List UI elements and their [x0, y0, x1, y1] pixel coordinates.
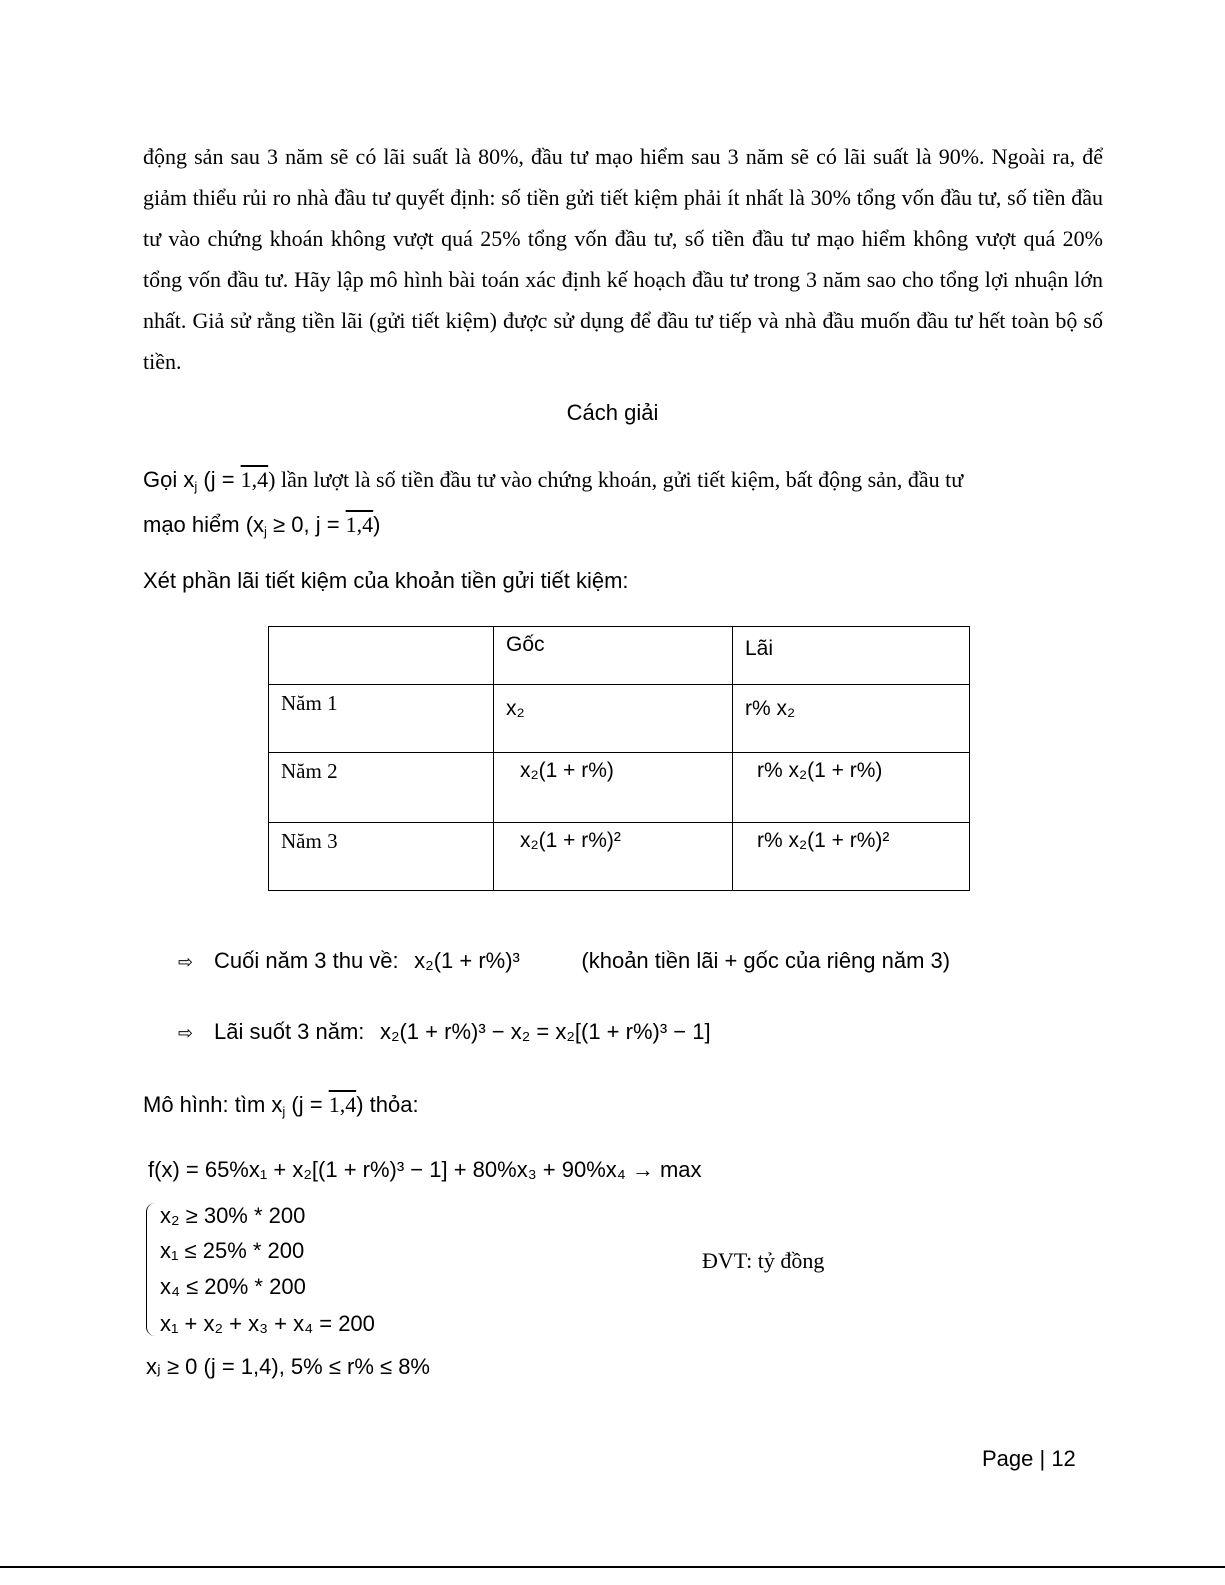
bullet-end-of-year-3: ⇨ Cuối năm 3 thu về: x₂(1 + r%)³ (khoản tiền lãi + gốc của riêng năm 3)	[178, 948, 951, 973]
arrow-right-icon: ⇨	[178, 952, 194, 973]
objective-function: f(x) = 65%x₁ + x₂[(1 + r%)³ − 1] + 80%x₃ + 90%x₄ → max	[148, 1157, 702, 1182]
table-cell-principal: x₂	[494, 685, 733, 753]
table-header-cell: Gốc	[494, 627, 733, 685]
table-header-cell: Lãi	[733, 627, 970, 685]
table-cell-year: Năm 1	[269, 685, 494, 753]
page-bottom-divider	[0, 1566, 1225, 1568]
table-header-cell	[269, 627, 494, 685]
section-heading: Cách giải	[566, 400, 659, 425]
constraint-total: x₁ + x₂ + x₃ + x₄ = 200	[160, 1311, 375, 1336]
table-cell-interest: r% x₂	[733, 685, 970, 753]
constraint-savings: x₂ ≥ 30% * 200	[160, 1203, 306, 1228]
constraint-stocks: x₁ ≤ 25% * 200	[160, 1238, 305, 1263]
model-intro: Mô hình: tìm $x_j$ (j = 1,4) thỏa:	[143, 1092, 419, 1119]
variables-line-2: mạo hiểm ($x_j \ge 0$, j = 1,4)	[143, 512, 381, 539]
nonnegativity-constraint: xⱼ ≥ 0 (j = 1,4), 5% ≤ r% ≤ 8%	[146, 1354, 430, 1379]
variables-line-1: Gọi $x_j$ (j = 1,4) lần lượt là số tiền đầu tư vào chứng khoán, gửi tiết kiệm, bất động sản, đầu tư	[143, 467, 964, 494]
table-row	[269, 685, 970, 753]
table-row	[269, 823, 970, 891]
table-cell-year: Năm 3	[269, 823, 494, 891]
constraint-venture: x₄ ≤ 20% * 200	[160, 1274, 306, 1299]
table-cell-year: Năm 2	[269, 753, 494, 823]
interest-table	[268, 626, 970, 891]
constraint-brace	[146, 1203, 155, 1336]
interest-intro: Xét phần lãi tiết kiệm của khoản tiền gửi tiết kiệm:	[143, 568, 629, 593]
arrow-right-icon: ⇨	[178, 1023, 194, 1044]
table-header-row	[269, 627, 970, 685]
table-cell-principal: x₂(1 + r%)²	[494, 823, 733, 891]
table-cell-interest: r% x₂(1 + r%)	[733, 753, 970, 823]
bullet-total-interest: ⇨ Lãi suốt 3 năm: x₂(1 + r%)³ − x₂ = x₂[(1 + r%)³ − 1]	[178, 1019, 711, 1044]
table-row	[269, 753, 970, 823]
intro-paragraph: động sản sau 3 năm sẽ có lãi suất là 80%, đầu tư mạo hiểm sau 3 năm sẽ có lãi suất là 90%. Ngoài ra, để giảm thiểu rủi ro nhà đầu tư quyết định: số tiền gửi tiết kiệm phải ít nhất là 30% tổng vốn đầu tư, số tiền đầu tư vào chứng khoán không vượt quá 25% tổng vốn đầu tư, số tiền đầu tư mạo hiểm không vượt quá 20% tổng vốn đầu tư. Hãy lập mô hình bài toán xác định kế hoạch đầu tư trong 3 năm sao cho tổng lợi nhuận lớn nhất. Giả sử rằng tiền lãi (gửi tiết kiệm) được sử dụng để đầu tư tiếp và nhà đầu muốn đầu tư hết toàn bộ số tiền.	[143, 144, 1103, 374]
unit-label: ĐVT: tỷ đồng	[702, 1248, 825, 1273]
table-cell-interest: r% x₂(1 + r%)²	[733, 823, 970, 891]
page-number: Page | 12	[982, 1446, 1076, 1471]
table-cell-principal: x₂(1 + r%)	[494, 753, 733, 823]
